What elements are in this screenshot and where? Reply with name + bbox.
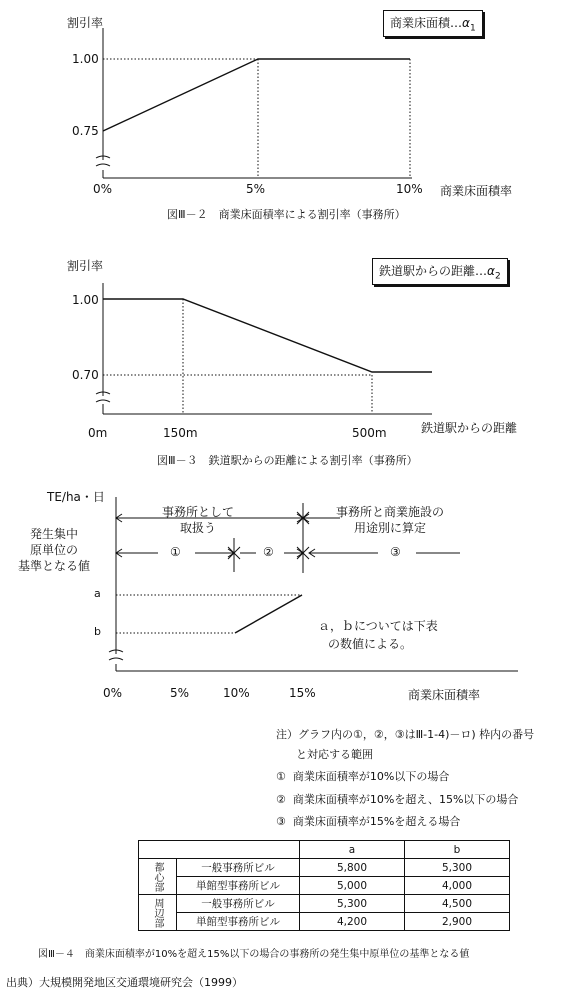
- fig3-circle-2: ②: [263, 545, 274, 559]
- fig1-series-line: [103, 59, 410, 131]
- fig3-circle-3: ③: [390, 545, 401, 559]
- fig2-xtick-3: 500m: [352, 426, 387, 440]
- fig3-series-line: [235, 595, 302, 633]
- fig1-legend-text: 商業床面積…: [390, 16, 463, 30]
- fig2-legend-sub: 2: [494, 271, 501, 282]
- notes-item-mark: ③: [276, 815, 286, 828]
- notes-line-2: と対応する範囲: [296, 748, 373, 761]
- fig2-caption: 図Ⅲ－３ 鉄道駅からの距離による割引率（事務所）: [157, 454, 418, 467]
- table-value-a: 4,200: [300, 913, 405, 931]
- table-value-b: 2,900: [405, 913, 510, 931]
- fig3-circle-1: ①: [170, 545, 181, 559]
- fig3-xtick-3: 10%: [223, 686, 250, 700]
- table-header-b: b: [405, 841, 510, 859]
- fig1-ytick-2: 0.75: [72, 124, 99, 138]
- table-header-row: [139, 841, 510, 859]
- fig1-xtick-1: 0%: [93, 182, 113, 196]
- fig3-ylabel: TE/ha・日: [47, 490, 105, 504]
- table-value-b: 4,000: [405, 877, 510, 895]
- table-corner: [139, 841, 300, 859]
- fig3-level-a: a: [94, 587, 101, 600]
- notes-item-mark: ①: [276, 770, 286, 783]
- fig2-legend-box: [372, 258, 508, 285]
- table-region: 都心部: [139, 859, 177, 895]
- fig2-plot: [96, 283, 432, 414]
- table-value-b: 4,500: [405, 895, 510, 913]
- fig3-xtick-4: 15%: [289, 686, 316, 700]
- notes-item-mark: ②: [276, 793, 286, 806]
- table-row: [139, 913, 510, 931]
- fig1-xtick-3: 10%: [396, 182, 423, 196]
- fig3-note-line: ａ，ｂについては下表: [318, 619, 438, 633]
- fig3-region2-label: [336, 504, 444, 536]
- fig1-xtick-2: 5%: [246, 182, 266, 196]
- fig1-xlabel: 商業床面積率: [440, 184, 513, 198]
- table-region: 周辺部: [139, 895, 177, 931]
- table-building-name: 単館型事務所ビル: [177, 913, 300, 931]
- notes-item-3: [276, 813, 460, 829]
- table-row: [139, 895, 510, 913]
- fig1-ylabel: 割引率: [67, 16, 104, 30]
- fig3-side-label-line: 基準となる値: [18, 559, 91, 573]
- notes-item-2: [276, 791, 518, 807]
- table-value-a: 5,300: [300, 895, 405, 913]
- fig3-region2-line: 用途別に算定: [354, 521, 427, 535]
- table-building-name: 単館型事務所ビル: [177, 877, 300, 895]
- table-header-a: a: [300, 841, 405, 859]
- fig1-plot: [96, 28, 412, 178]
- fig3-level-b: b: [94, 625, 101, 638]
- fig4-caption: 図Ⅲ－４ 商業床面積率が10%を超え15%以下の場合の事務所の発生集中原単位の基準となる値: [38, 949, 470, 960]
- fig2-ytick-1: 1.00: [72, 293, 99, 307]
- fig2-legend-text: 鉄道駅からの距離…: [379, 264, 488, 278]
- table-value-b: 5,300: [405, 859, 510, 877]
- fig3-region2-line: 事務所と商業施設の: [336, 505, 445, 519]
- fig2-series-line: [103, 299, 432, 372]
- table-value-a: 5,800: [300, 859, 405, 877]
- fig3-xlabel: 商業床面積率: [408, 688, 481, 702]
- fig3-xtick-1: 0%: [103, 686, 123, 700]
- fig1-legend-box: [383, 10, 483, 37]
- fig3-region1-label: [162, 504, 234, 536]
- table-row: [139, 859, 510, 877]
- fig3-note-line: の数値による。: [328, 637, 413, 651]
- fig2-ylabel: 割引率: [67, 259, 104, 273]
- fig1-legend-symbol: α: [462, 16, 470, 30]
- fig1-caption: 図Ⅲ－２ 商業床面積率による割引率（事務所）: [167, 208, 406, 221]
- table-building-name: 一般事務所ビル: [177, 859, 300, 877]
- notes-item-1: [276, 768, 449, 784]
- fig3-xtick-2: 5%: [170, 686, 190, 700]
- source-citation: 出典）大規模開発地区交通環境研究会（1999）: [6, 976, 243, 989]
- table-row: [139, 877, 510, 895]
- fig2-legend-symbol: α: [487, 264, 495, 278]
- fig3-note: [318, 617, 438, 653]
- notes-item-text: 商業床面積率が15%を超える場合: [292, 815, 461, 828]
- fig3-side-label-line: 発生集中: [30, 527, 79, 541]
- rate-table: [138, 840, 510, 931]
- fig2-xtick-1: 0m: [88, 426, 108, 440]
- fig2-xtick-2: 150m: [163, 426, 198, 440]
- notes-line-1: 注）グラフ内の①，②，③はⅢ-1-4)－ロ) 枠内の番号: [276, 728, 535, 741]
- fig1-ytick-1: 1.00: [72, 52, 99, 66]
- fig3-side-label: [18, 526, 90, 574]
- fig2-xlabel: 鉄道駅からの距離: [421, 421, 518, 435]
- notes-item-text: 商業床面積率が10%以下の場合: [292, 770, 450, 783]
- table-value-a: 5,000: [300, 877, 405, 895]
- fig2-ytick-2: 0.70: [72, 368, 99, 382]
- fig1-legend-sub: 1: [469, 23, 476, 34]
- fig3-region1-line: 取扱う: [180, 521, 217, 535]
- notes-item-text: 商業床面積率が10%を超え、15%以下の場合: [292, 793, 519, 806]
- table-building-name: 一般事務所ビル: [177, 895, 300, 913]
- fig3-region1-line: 事務所として: [162, 505, 235, 519]
- fig3-side-label-line: 原単位の: [30, 543, 79, 557]
